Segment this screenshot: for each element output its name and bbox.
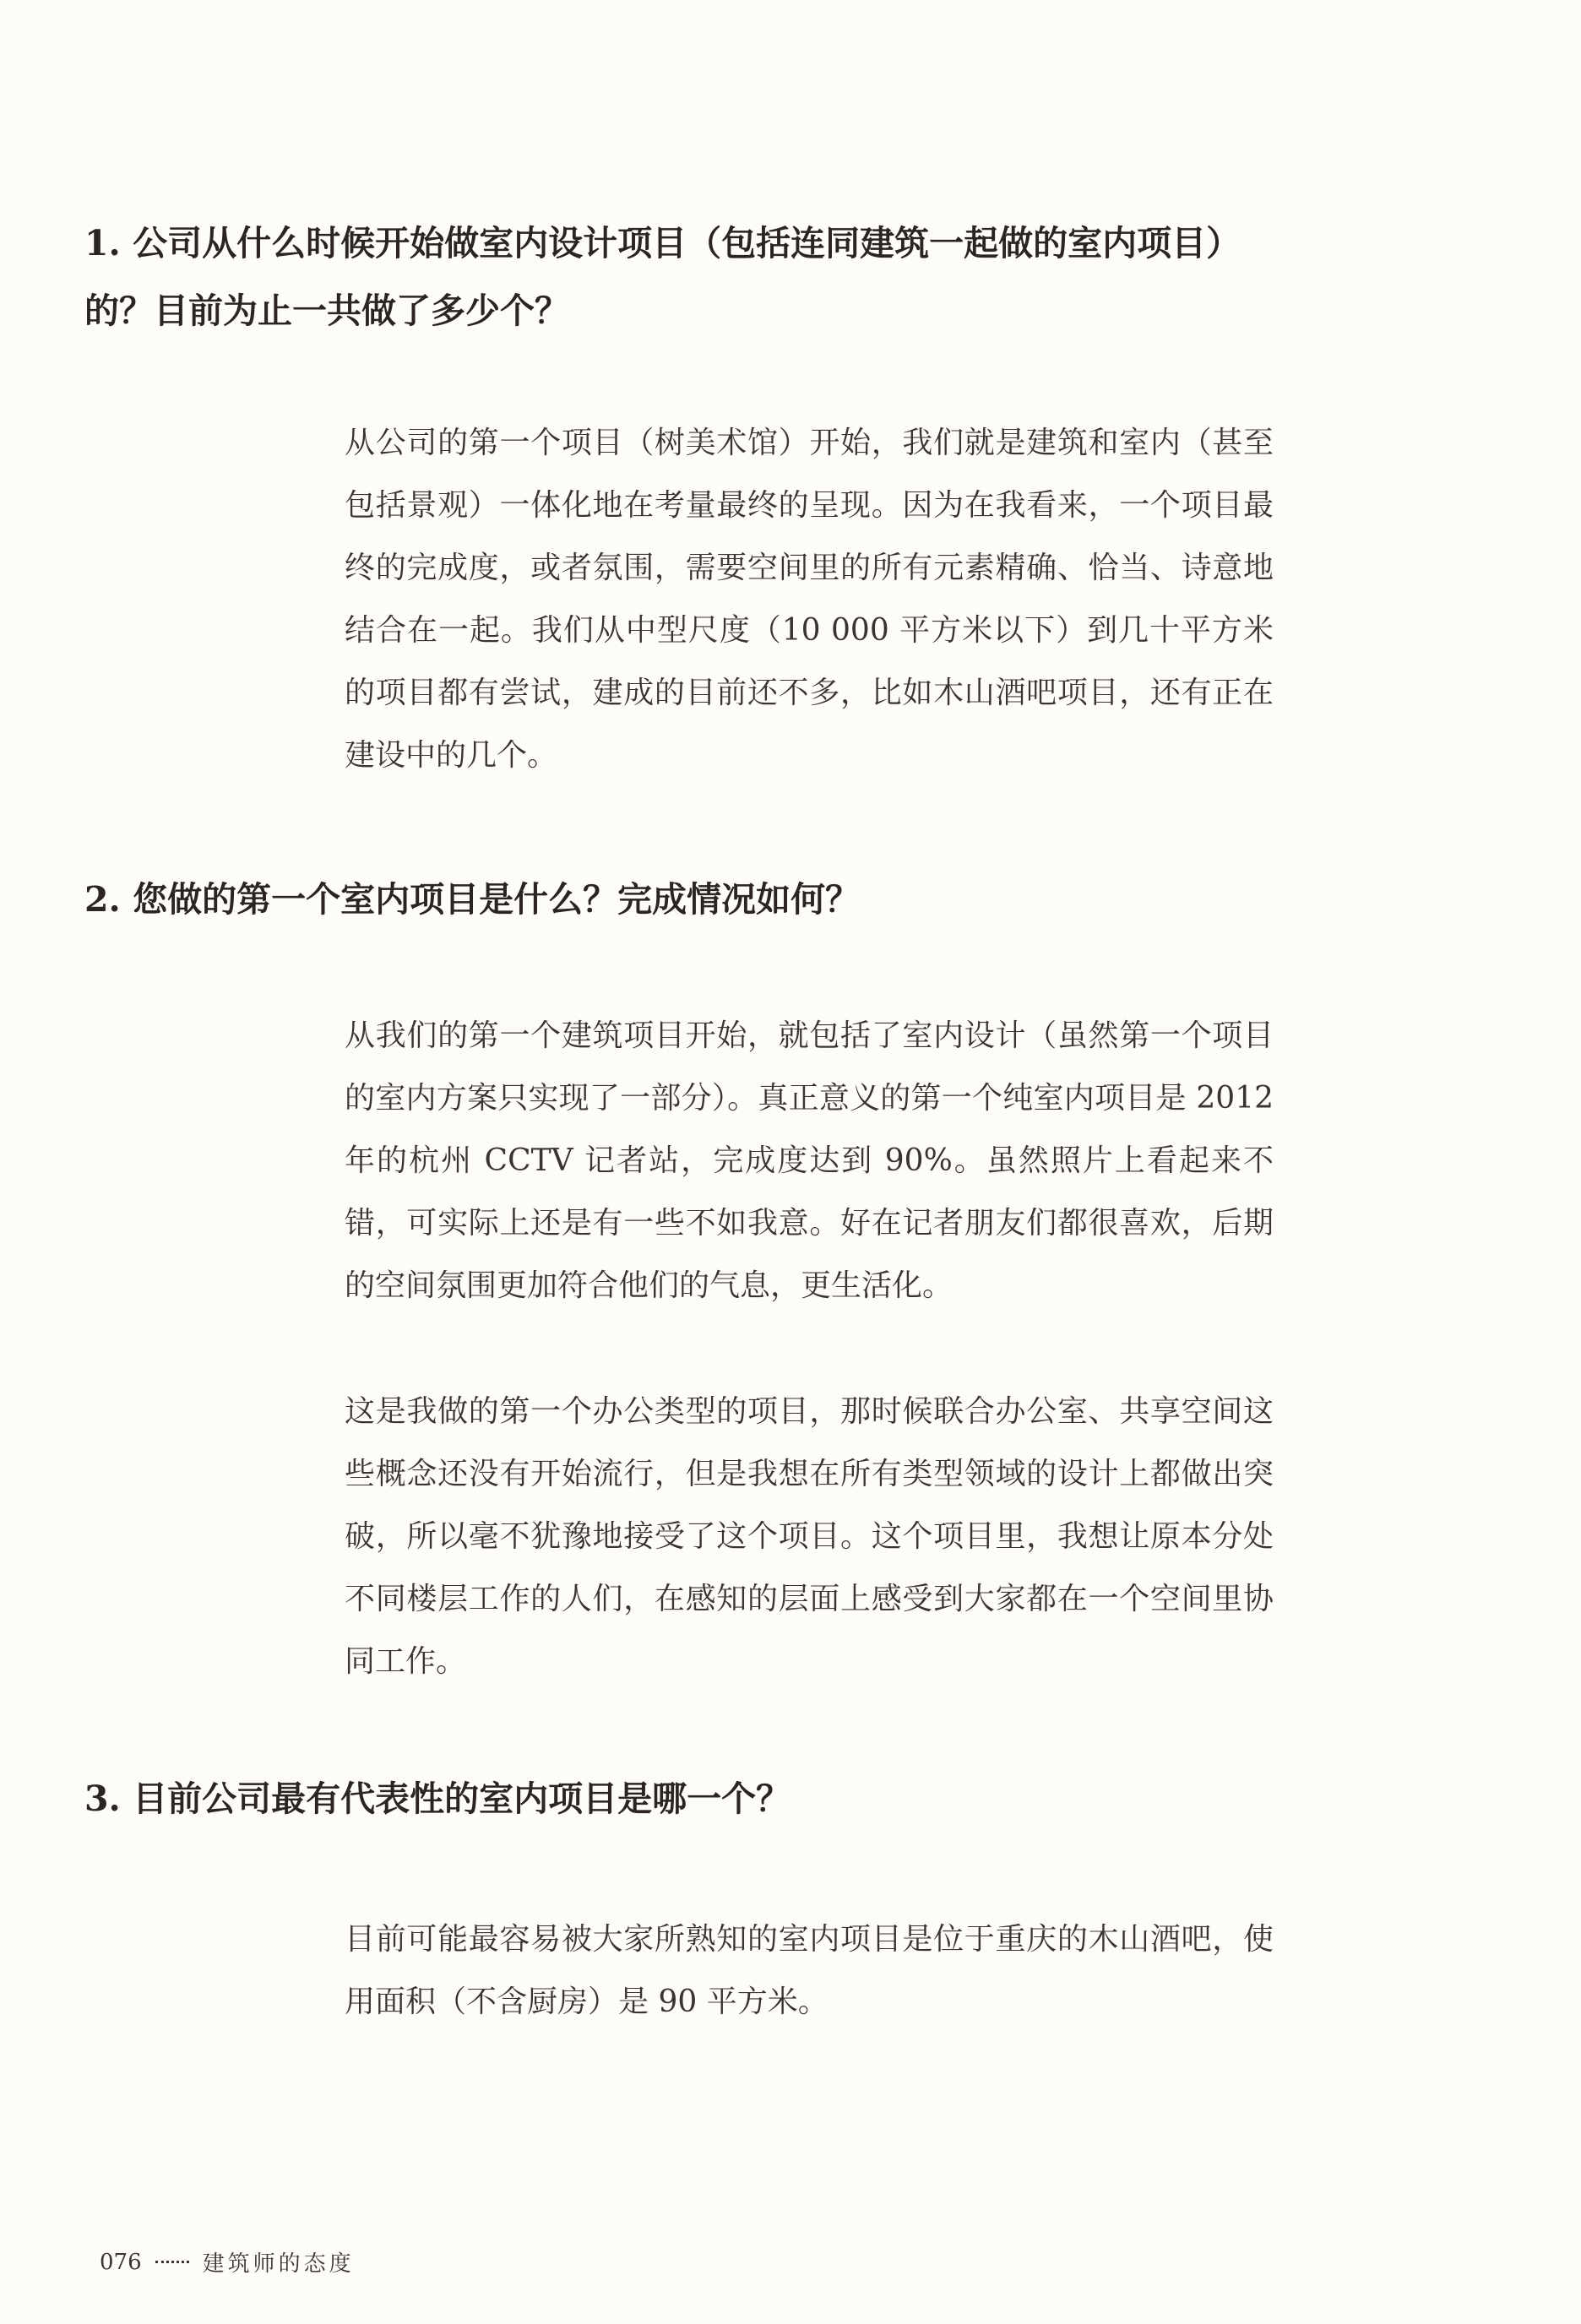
page-footer — [100, 2246, 355, 2278]
answer-1-paragraph-1: 从公司的第一个项目（树美术馆）开始，我们就是建筑和室内（甚至包括景观）一体化地在考量最终的呈现。因为在我看来，一个项目最终的完成度，或者氛围，需要空间里的所有元素精确、恰当、诗意地结合在一起。我们从中型尺度（10 000 平方米以下）到几十平方米的项目都有尝试，建成的目前还不多，比如木山酒吧项目，还有正在建设中的几个。 — [345, 426, 1274, 773]
book-title: 建筑师的态度 — [202, 2251, 355, 2277]
answer-3-paragraph-1: 目前可能最容易被大家所熟知的室内项目是位于重庆的木山酒吧，使用面积（不含厨房）是 90 平方米。 — [345, 1922, 1274, 2019]
footer-separator — [155, 2261, 189, 2263]
question-1: 1. 公司从什么时候开始做室内设计项目（包括连同建筑一起做的室内项目）的？目前为止一共做了多少个？ — [84, 223, 1241, 331]
answer-2-paragraph-2: 这是我做的第一个办公类型的项目，那时候联合办公室、共享空间这些概念还没有开始流行，但是我想在所有类型领域的设计上都做出突破，所以毫不犹豫地接受了这个项目。这个项目里，我想让原本分处不同楼层工作的人们，在感知的层面上感受到大家都在一个空间里协同工作。 — [345, 1394, 1274, 1679]
question-2: 2. 您做的第一个室内项目是什么？完成情况如何？ — [84, 879, 861, 920]
answer-2-paragraph-1: 从我们的第一个建筑项目开始，就包括了室内设计（虽然第一个项目的室内方案只实现了一部分）。真正意义的第一个纯室内项目是 2012 年的杭州 CCTV 记者站，完成度达到 90%。虽然照片上看起来不错，可实际上还是有一些不如我意。好在记者朋友们都很喜欢，后期的空间氛围更加符合他们的气息，更生活化。 — [345, 1018, 1274, 1303]
question-3: 3. 目前公司最有代表性的室内项目是哪一个？ — [84, 1778, 791, 1819]
page-number: 076 — [100, 2249, 142, 2275]
